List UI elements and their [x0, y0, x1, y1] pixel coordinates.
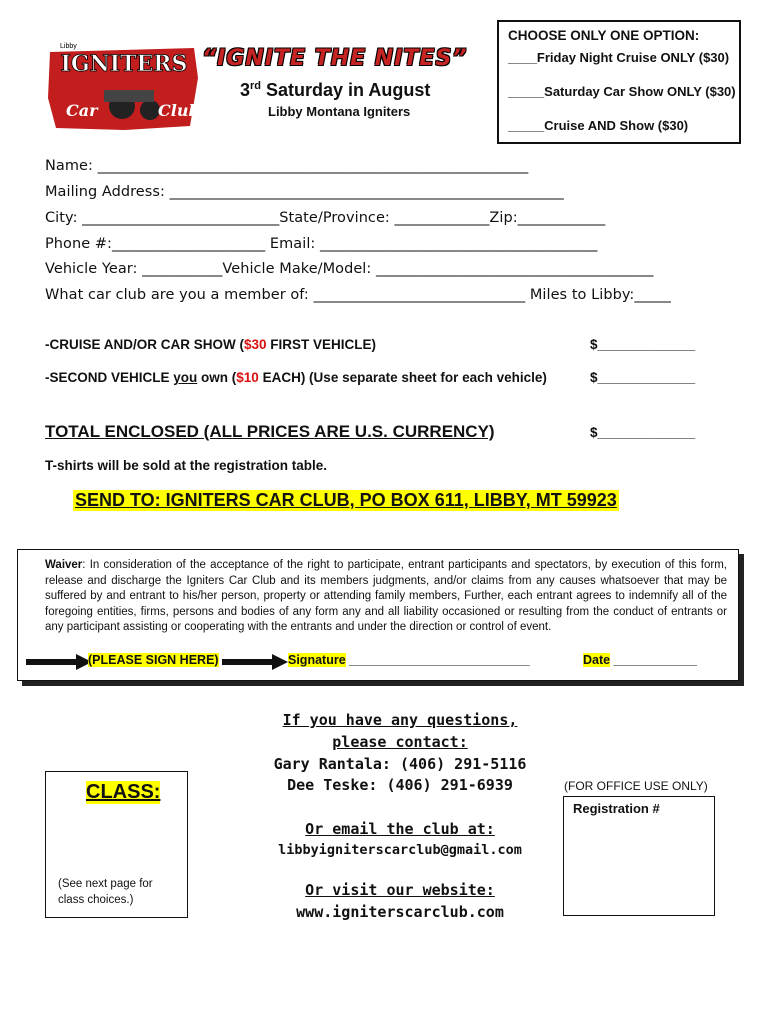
registration-number-label: Registration # — [573, 801, 660, 816]
logo-car: Car — [66, 101, 98, 120]
total-amount-field[interactable]: $_____________ — [590, 425, 696, 440]
office-use-label: (FOR OFFICE USE ONLY) — [564, 779, 708, 793]
cruise-price-line: -CRUISE AND/OR CAR SHOW ($30 FIRST VEHICLE) — [45, 337, 377, 352]
arrow-right-icon — [26, 654, 92, 670]
option-saturday-show[interactable]: _____Saturday Car Show ONLY ($30) — [508, 84, 736, 99]
mailing-address-field[interactable]: Mailing Address: ______________________________________________________ — [45, 184, 564, 200]
contact-question: If you have any questions, — [282, 711, 518, 729]
logo-club: Club — [158, 101, 200, 120]
tshirt-note: T-shirts will be sold at the registration table. — [45, 458, 328, 473]
name-field[interactable]: Name: ___________________________________________________________ — [45, 158, 529, 174]
second-vehicle-amount-field[interactable]: $_____________ — [590, 370, 696, 385]
arrow-right-icon — [222, 654, 288, 670]
club-email-link[interactable]: libbyigniterscarclub@gmail.com — [278, 842, 522, 858]
date-field[interactable]: Date ____________ — [583, 653, 697, 667]
email-heading: Or email the club at: — [305, 820, 495, 838]
event-org: Libby Montana Igniters — [268, 104, 411, 119]
total-enclosed-label: TOTAL ENCLOSED (ALL PRICES ARE U.S. CURRENCY) — [45, 422, 495, 441]
event-date: 3rd Saturday in August — [240, 80, 431, 100]
send-to-address: SEND TO: IGNITERS CAR CLUB, PO BOX 611, LIBBY, MT 59923 — [75, 490, 617, 510]
class-label: CLASS: — [86, 781, 161, 803]
club-miles-field[interactable]: What car club are you a member of: _____________________________ Miles to Libby:_____ — [45, 287, 671, 303]
sign-row — [26, 652, 726, 674]
options-heading: CHOOSE ONLY ONE OPTION: — [508, 28, 700, 43]
please-sign-here: (PLEASE SIGN HERE) — [88, 653, 219, 667]
option-cruise-and-show[interactable]: _____Cruise AND Show ($30) — [508, 118, 689, 133]
logo-small: Libby — [60, 43, 77, 50]
signature-field[interactable]: Signature __________________________ — [288, 653, 530, 667]
phone-email-field[interactable]: Phone #:_____________________ Email: ______________________________________ — [45, 236, 598, 252]
logo-brand: IGNITERS — [60, 51, 188, 77]
contact-dee: Dee Teske: (406) 291-6939 — [287, 776, 513, 794]
cruise-amount-field[interactable]: $_____________ — [590, 337, 696, 352]
website-heading: Or visit our website: — [305, 881, 495, 899]
option-friday-cruise[interactable]: ____Friday Night Cruise ONLY ($30) — [508, 50, 730, 65]
second-vehicle-line: -SECOND VEHICLE you own ($10 EACH) (Use separate sheet for each vehicle) — [45, 370, 547, 385]
igniters-logo — [44, 38, 202, 134]
city-state-zip-field[interactable]: City: ___________________________State/Province: _____________Zip:____________ — [45, 210, 606, 226]
class-note: (See next page for class choices.) — [58, 878, 153, 906]
contact-gary: Gary Rantala: (406) 291-5116 — [273, 755, 527, 773]
event-title: “IGNITE THE NITES” — [202, 46, 468, 71]
vehicle-field[interactable]: Vehicle Year: ___________Vehicle Make/Model: ______________________________________ — [45, 261, 654, 277]
club-website-link[interactable]: www.igniterscarclub.com — [296, 903, 504, 921]
waiver-text: Waiver: In consideration of the acceptance of the right to participate, entrant participants and spectators, by execution of this form, release and discharge the Igniters Car Club and its members judgments, and/or claims from any causes whatsoever that may be suffered by and entrant to his/her person, property or attending family members, Further, each entrant agrees to indemnify all of the foregoing entities, firms, persons and bodies of any form any and all liability occasioned or resulting from the conduct of entrants or any participant assisting or cooperating with the entrants and under the direction or control of event. — [45, 559, 727, 634]
contact-prompt: please contact: — [332, 733, 468, 751]
